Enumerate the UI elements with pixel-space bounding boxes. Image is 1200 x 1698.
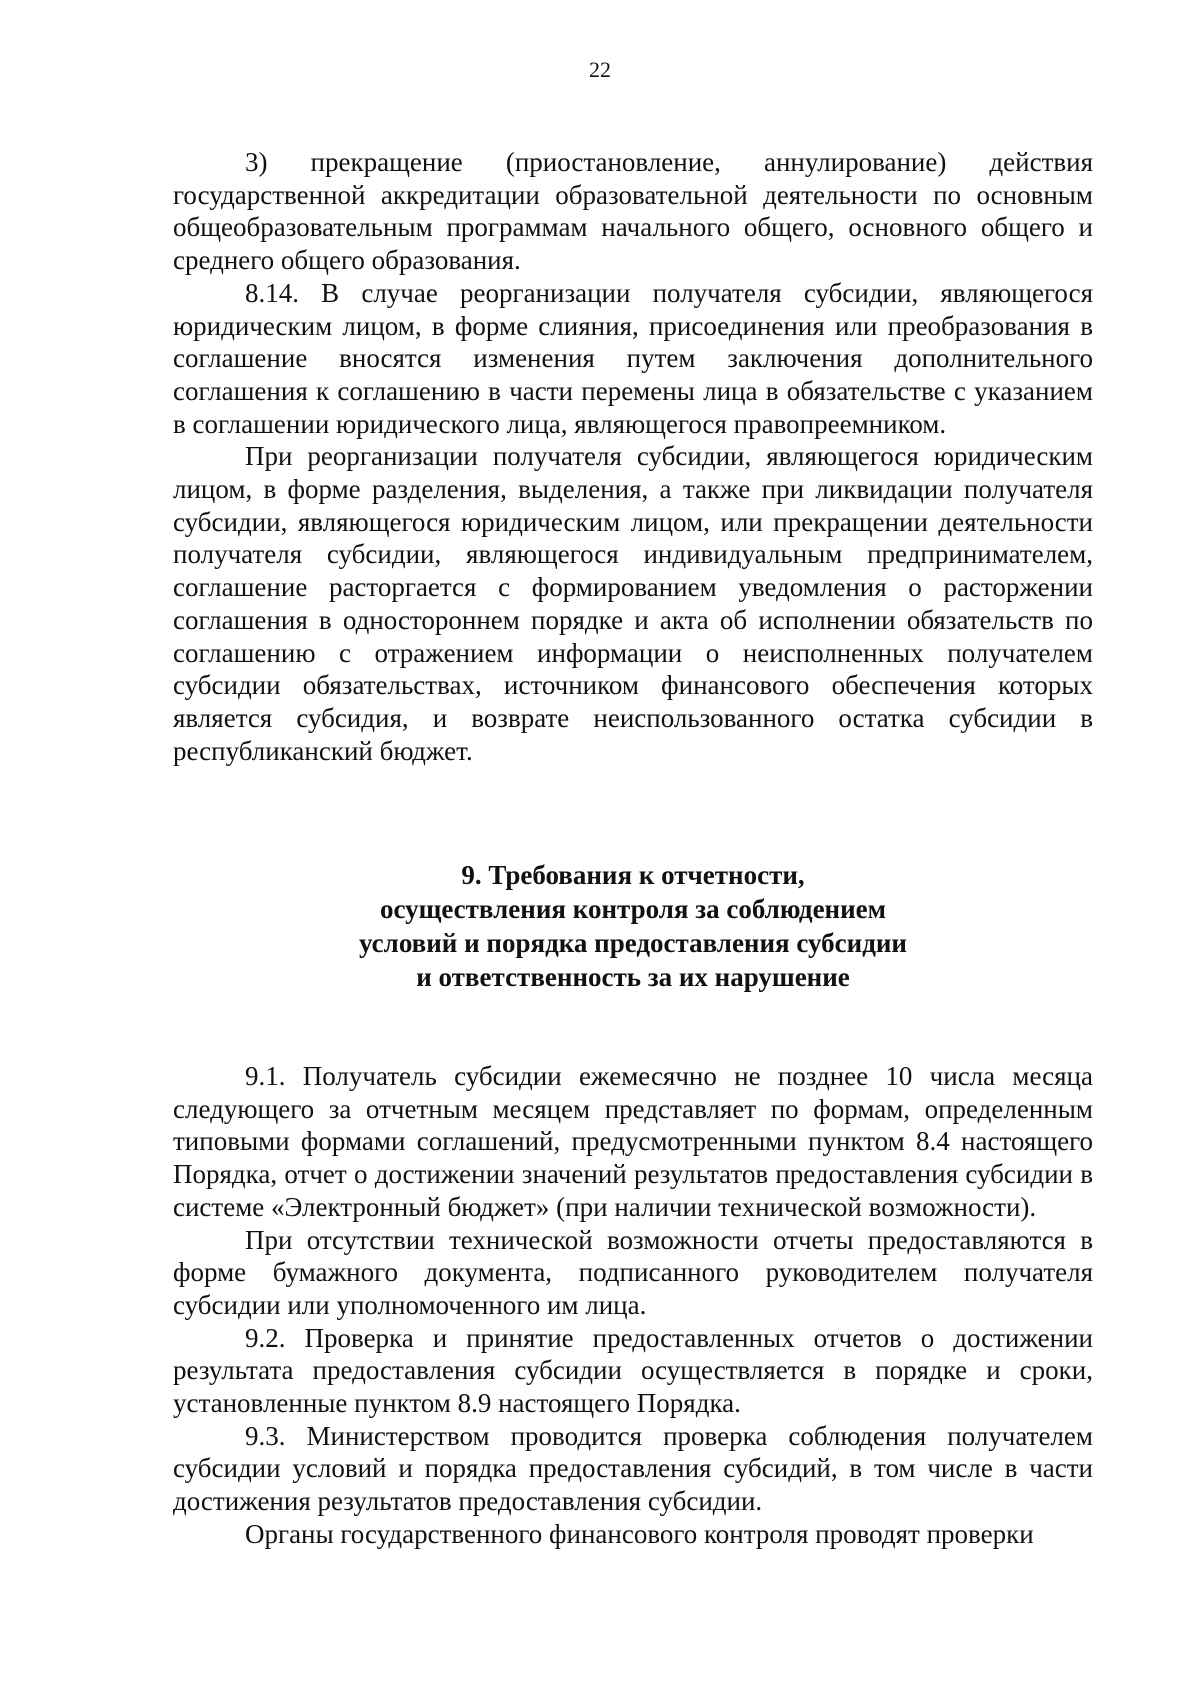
heading-line: и ответственность за их нарушение [416, 962, 850, 992]
page-number: 22 [589, 57, 611, 82]
paragraph-8-14-reorganization: 8.14. В случае реорганизации получателя субсидии, являющегося юридическим лицом, в форме слияния, присоединения или преобразования в соглашение вносятся изменения путем заключения дополнительного соглашения к соглашению в части перемены лица в обязательстве с указанием в соглашении юридического лица, являющегося правопреемником. [173, 277, 1093, 439]
bottom-text-block [173, 1060, 1093, 1551]
paragraph-9-1-reporting: 9.1. Получатель субсидии ежемесячно не позднее 10 числа месяца следующего за отчетным месяцем представляет по формам, определенным типовыми формами соглашений, предусмотренными пунктом 8.4 настоящего Порядка, отчет о достижении значений результатов предоставления субсидии в системе «Электронный бюджет» (при наличии технической возможности). [173, 1061, 1093, 1222]
heading-line: 9. Требования к отчетности, [461, 860, 805, 890]
section-9-heading [173, 858, 1093, 994]
heading-line: осуществления контроля за соблюдением [379, 894, 887, 924]
paragraph-reorganization-termination: При реорганизации получателя субсидии, являющегося юридическим лицом, в форме разделения, выделения, а также при ликвидации получателя субсидии, являющегося юридическим лицом, или прекращении деятельности получателя субсидии, являющегося индивидуальным предпринимателем, соглашение расторгается с формированием уведомления о расторжении соглашения в одностороннем порядке и акта об исполнении обязательств по соглашению с отражением информации о неисполненных получателем субсидии обязательствах, источником финансового обеспечения которых является субсидия, и возврате неиспользованного остатка субсидии в республиканский бюджет. [173, 441, 1093, 766]
heading-line: условий и порядка предоставления субсидии [359, 928, 907, 958]
paragraph-financial-control: Органы государственного финансового контроля проводят проверки [245, 1518, 1034, 1549]
paragraph-9-2-verification: 9.2. Проверка и принятие предоставленных отчетов о достижении результата предоставления субсидии осуществляется в порядке и сроки, установленные пунктом 8.9 настоящего Порядка. [173, 1322, 1093, 1419]
paragraph-paper-reports: При отсутствии технической возможности отчеты предоставляются в форме бумажного документа, подписанного руководителем получателя субсидии или уполномоченного им лица. [173, 1224, 1093, 1320]
top-text-block [173, 146, 1093, 767]
paragraph-9-3-ministry-check: 9.3. Министерством проводится проверка соблюдения получателем субсидии условий и порядка предоставления субсидий, в том числе в части достижения результатов предоставления субсидии. [173, 1420, 1093, 1517]
paragraph-item-3-termination: 3) прекращение (приостановление, аннулирование) действия государственной аккредитации образовательной деятельности по основным общеобразовательным программам начального общего, основного общего и среднего общего образования. [173, 147, 1093, 276]
